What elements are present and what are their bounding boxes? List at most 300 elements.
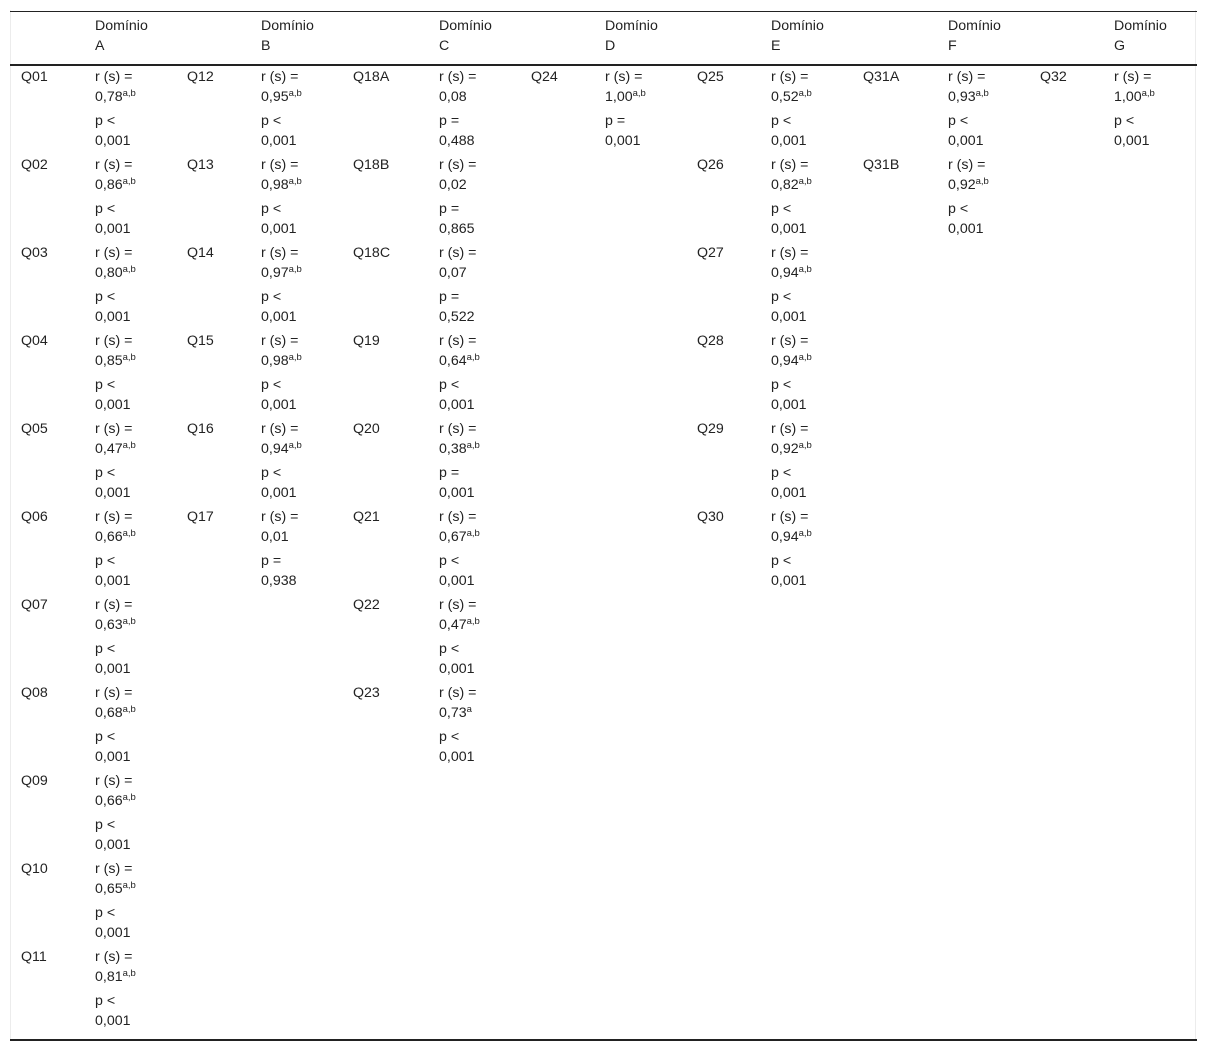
- question-id: Q09: [21, 773, 48, 789]
- p-value-number: 0,938: [261, 573, 297, 589]
- p-value-operator: p <: [95, 817, 116, 833]
- correlation-number-line: [261, 351, 302, 371]
- p-value: [439, 287, 475, 327]
- p-value-number: 0,001: [261, 133, 297, 149]
- correlation-value: [771, 419, 812, 459]
- correlation-number: 0,38: [439, 441, 467, 457]
- correlation-label: r (s) =: [95, 861, 133, 877]
- correlation-number-line: [95, 615, 136, 635]
- correlation-number: 0,92: [948, 177, 976, 193]
- significance-marker: a,b: [466, 352, 480, 363]
- p-value-number: 0,488: [439, 133, 475, 149]
- correlation-number-line: [1114, 87, 1155, 107]
- correlation-value: [605, 67, 646, 107]
- correlation-value: [261, 243, 302, 283]
- correlation-label: r (s) =: [948, 157, 986, 173]
- p-value: [95, 199, 131, 239]
- correlation-number-line: [439, 703, 476, 723]
- significance-marker: a,b: [466, 528, 480, 539]
- p-value-operator: p <: [948, 201, 969, 217]
- p-value-operator: p =: [261, 553, 282, 569]
- p-value-operator: p <: [771, 113, 792, 129]
- p-value: [95, 111, 131, 151]
- correlation-label: r (s) =: [95, 157, 133, 173]
- correlation-number: 0,80: [95, 265, 123, 281]
- p-value: [95, 639, 131, 679]
- correlation-value: [95, 419, 136, 459]
- header-line-1: Domínio: [95, 18, 148, 34]
- significance-marker: a,b: [122, 440, 136, 451]
- correlation-value: [771, 155, 812, 195]
- correlation-label: r (s) =: [439, 597, 477, 613]
- p-value-number: 0,001: [95, 397, 131, 413]
- header-line-2: B: [261, 38, 271, 54]
- significance-marker: a,b: [122, 264, 136, 275]
- p-value: [771, 551, 807, 591]
- correlation-number-line: [261, 87, 302, 107]
- p-value-number: 0,001: [771, 133, 807, 149]
- p-value-operator: p <: [95, 641, 116, 657]
- correlation-number-line: [771, 351, 812, 371]
- correlation-number: 1,00: [605, 89, 633, 105]
- header-line-1: Domínio: [261, 18, 314, 34]
- correlation-number: 0,94: [771, 265, 799, 281]
- p-value-number: 0,001: [261, 221, 297, 237]
- p-value-number: 0,001: [948, 221, 984, 237]
- correlation-label: r (s) =: [771, 245, 809, 261]
- column-header-domain-c: [439, 16, 492, 56]
- p-value-operator: p <: [261, 289, 282, 305]
- p-value-operator: p <: [95, 377, 116, 393]
- question-id: Q29: [697, 421, 724, 437]
- significance-marker: a,b: [975, 176, 989, 187]
- p-value: [439, 111, 475, 151]
- p-value-number: 0,001: [771, 221, 807, 237]
- question-id: Q27: [697, 245, 724, 261]
- correlation-number-line: [95, 527, 136, 547]
- significance-marker: a,b: [122, 704, 136, 715]
- correlation-number-line: [771, 439, 812, 459]
- correlation-label: r (s) =: [95, 509, 133, 525]
- correlation-label: r (s) =: [771, 421, 809, 437]
- question-id: Q17: [187, 509, 214, 525]
- p-value-number: 0,865: [439, 221, 475, 237]
- correlation-value: [439, 683, 476, 723]
- correlation-number: 0,65: [95, 881, 123, 897]
- question-id: Q11: [21, 949, 47, 965]
- correlation-value: [439, 331, 480, 371]
- p-value-number: 0,001: [261, 309, 297, 325]
- p-value-number: 0,001: [948, 133, 984, 149]
- p-value-operator: p =: [439, 465, 460, 481]
- p-value-operator: p <: [439, 729, 460, 745]
- p-value-number: 0,001: [95, 133, 131, 149]
- p-value-operator: p <: [95, 905, 116, 921]
- column-header-domain-g: [1114, 16, 1167, 56]
- correlation-value: [95, 683, 136, 723]
- header-line-2: E: [771, 38, 781, 54]
- question-id: Q02: [21, 157, 48, 173]
- correlation-number: 0,66: [95, 793, 123, 809]
- correlation-number: 0,94: [771, 353, 799, 369]
- correlation-label: r (s) =: [95, 773, 133, 789]
- correlation-number-line: [439, 527, 480, 547]
- correlation-number-line: [261, 263, 302, 283]
- table-header-rule: [10, 64, 1197, 66]
- question-id: Q15: [187, 333, 214, 349]
- correlation-value: [261, 419, 302, 459]
- correlation-number-line: [948, 175, 989, 195]
- correlation-value: [948, 67, 989, 107]
- question-id: Q26: [697, 157, 724, 173]
- correlation-number: 0,92: [771, 441, 799, 457]
- correlation-number: 0,94: [771, 529, 799, 545]
- p-value: [439, 375, 475, 415]
- correlation-number: 0,47: [439, 617, 467, 633]
- p-value-operator: p <: [95, 289, 116, 305]
- question-id: Q12: [187, 69, 214, 85]
- significance-marker: a,b: [122, 968, 136, 979]
- p-value-operator: p <: [771, 377, 792, 393]
- correlation-label: r (s) =: [771, 157, 809, 173]
- correlation-number-line: [771, 87, 812, 107]
- significance-marker: a,b: [288, 176, 302, 187]
- correlation-number: 0,01: [261, 529, 289, 545]
- correlation-value: [1114, 67, 1155, 107]
- correlation-value: [771, 507, 812, 547]
- p-value: [261, 199, 297, 239]
- p-value: [95, 375, 131, 415]
- p-value-number: 0,001: [1114, 133, 1150, 149]
- p-value: [1114, 111, 1150, 151]
- question-id: Q13: [187, 157, 214, 173]
- correlation-label: r (s) =: [95, 333, 133, 349]
- p-value-number: 0,001: [439, 397, 475, 413]
- significance-marker: a,b: [975, 88, 989, 99]
- correlation-number-line: [771, 263, 812, 283]
- p-value: [261, 111, 297, 151]
- significance-marker: a,b: [122, 880, 136, 891]
- correlation-label: r (s) =: [948, 69, 986, 85]
- p-value: [771, 287, 807, 327]
- question-id: Q22: [353, 597, 380, 613]
- correlation-number: 0,85: [95, 353, 123, 369]
- correlation-number: 0,07: [439, 265, 467, 281]
- header-line-1: Domínio: [1114, 18, 1167, 34]
- header-line-2: D: [605, 38, 616, 54]
- p-value: [948, 199, 984, 239]
- p-value: [771, 199, 807, 239]
- correlation-value: [771, 243, 812, 283]
- correlation-label: r (s) =: [439, 69, 477, 85]
- column-header-domain-a: [95, 16, 148, 56]
- correlation-label: r (s) =: [261, 157, 299, 173]
- correlation-number-line: [95, 263, 136, 283]
- p-value-operator: p <: [948, 113, 969, 129]
- correlation-number: 0,82: [771, 177, 799, 193]
- p-value: [95, 815, 131, 855]
- correlation-label: r (s) =: [439, 421, 477, 437]
- significance-marker: a,b: [288, 352, 302, 363]
- correlation-number-line: [95, 351, 136, 371]
- significance-marker: a: [466, 704, 472, 715]
- correlation-number-line: [95, 879, 136, 899]
- p-value-operator: p <: [771, 289, 792, 305]
- header-line-2: C: [439, 38, 450, 54]
- column-header-domain-e: [771, 16, 824, 56]
- p-value-operator: p <: [1114, 113, 1135, 129]
- p-value-operator: p <: [771, 201, 792, 217]
- p-value-number: 0,522: [439, 309, 475, 325]
- correlation-value: [439, 67, 476, 107]
- correlation-label: r (s) =: [95, 421, 133, 437]
- p-value: [439, 463, 475, 503]
- correlation-label: r (s) =: [95, 949, 133, 965]
- correlation-label: r (s) =: [439, 685, 477, 701]
- correlation-value: [948, 155, 989, 195]
- column-header-domain-f: [948, 16, 1001, 56]
- correlation-number: 0,94: [261, 441, 289, 457]
- significance-marker: a,b: [632, 88, 646, 99]
- correlation-label: r (s) =: [261, 509, 299, 525]
- p-value: [439, 639, 475, 679]
- correlation-label: r (s) =: [771, 69, 809, 85]
- significance-marker: a,b: [122, 88, 136, 99]
- correlation-value: [95, 859, 136, 899]
- correlation-value: [95, 507, 136, 547]
- correlation-number: 0,68: [95, 705, 123, 721]
- correlation-value: [95, 331, 136, 371]
- correlation-value: [439, 155, 476, 195]
- column-header-domain-d: [605, 16, 658, 56]
- correlation-number-line: [948, 87, 989, 107]
- question-id: Q18C: [353, 245, 391, 261]
- correlation-number-line: [439, 615, 480, 635]
- p-value-number: 0,001: [771, 309, 807, 325]
- correlation-label: r (s) =: [95, 685, 133, 701]
- p-value: [439, 199, 475, 239]
- correlation-value: [95, 155, 136, 195]
- p-value-number: 0,001: [261, 485, 297, 501]
- p-value-number: 0,001: [95, 925, 131, 941]
- correlation-label: r (s) =: [439, 333, 477, 349]
- correlation-value: [95, 243, 136, 283]
- correlation-number: 0,63: [95, 617, 123, 633]
- correlation-number-line: [605, 87, 646, 107]
- p-value: [605, 111, 641, 151]
- significance-marker: a,b: [288, 88, 302, 99]
- question-id: Q18B: [353, 157, 390, 173]
- header-line-2: G: [1114, 38, 1126, 54]
- correlation-value: [95, 947, 136, 987]
- p-value-operator: p <: [95, 113, 116, 129]
- correlation-label: r (s) =: [95, 597, 133, 613]
- p-value-operator: p <: [771, 553, 792, 569]
- question-id: Q07: [21, 597, 48, 613]
- significance-marker: a,b: [798, 528, 812, 539]
- correlation-number: 1,00: [1114, 89, 1142, 105]
- p-value-number: 0,001: [771, 573, 807, 589]
- correlation-number: 0,95: [261, 89, 289, 105]
- correlation-number-line: [95, 791, 136, 811]
- significance-marker: a,b: [122, 176, 136, 187]
- question-id: Q10: [21, 861, 48, 877]
- p-value-operator: p <: [261, 201, 282, 217]
- p-value-operator: p <: [95, 465, 116, 481]
- correlation-number: 0,81: [95, 969, 123, 985]
- correlation-value: [95, 67, 136, 107]
- p-value-operator: p <: [439, 641, 460, 657]
- p-value: [95, 463, 131, 503]
- correlation-number: 0,98: [261, 353, 289, 369]
- correlation-number: 0,64: [439, 353, 467, 369]
- header-line-1: Domínio: [605, 18, 658, 34]
- correlation-value: [261, 507, 298, 547]
- p-value-operator: p <: [439, 377, 460, 393]
- significance-marker: a,b: [466, 616, 480, 627]
- correlation-number: 0,86: [95, 177, 123, 193]
- significance-marker: a,b: [122, 616, 136, 627]
- header-line-1: Domínio: [771, 18, 824, 34]
- p-value-number: 0,001: [439, 485, 475, 501]
- p-value: [771, 111, 807, 151]
- correlation-number: 0,52: [771, 89, 799, 105]
- p-value-operator: p =: [439, 289, 460, 305]
- correlation-label: r (s) =: [771, 333, 809, 349]
- header-line-2: A: [95, 38, 105, 54]
- question-id: Q24: [531, 69, 558, 85]
- p-value-operator: p <: [95, 729, 116, 745]
- p-value-operator: p <: [771, 465, 792, 481]
- p-value-number: 0,001: [439, 749, 475, 765]
- correlation-label: r (s) =: [1114, 69, 1152, 85]
- significance-marker: a,b: [466, 440, 480, 451]
- question-id: Q30: [697, 509, 724, 525]
- question-id: Q25: [697, 69, 724, 85]
- table-top-rule: [10, 11, 1197, 12]
- correlation-number-line: [439, 351, 480, 371]
- correlation-number-line: [261, 439, 302, 459]
- p-value-operator: p <: [261, 377, 282, 393]
- question-id: Q31B: [863, 157, 900, 173]
- p-value-number: 0,001: [95, 661, 131, 677]
- p-value-operator: p <: [261, 113, 282, 129]
- p-value-operator: p <: [439, 553, 460, 569]
- correlation-number: 0,93: [948, 89, 976, 105]
- p-value-operator: p <: [95, 553, 116, 569]
- p-value-number: 0,001: [771, 397, 807, 413]
- question-id: Q05: [21, 421, 48, 437]
- correlation-label: r (s) =: [439, 245, 477, 261]
- question-id: Q06: [21, 509, 48, 525]
- correlation-number: 0,73: [439, 705, 467, 721]
- correlation-number: 0,78: [95, 89, 123, 105]
- p-value: [261, 375, 297, 415]
- p-value-number: 0,001: [95, 749, 131, 765]
- p-value: [261, 463, 297, 503]
- p-value-number: 0,001: [261, 397, 297, 413]
- correlation-value: [771, 67, 812, 107]
- correlation-label: r (s) =: [771, 509, 809, 525]
- correlation-number-line: [261, 175, 302, 195]
- question-id: Q32: [1040, 69, 1067, 85]
- question-id: Q14: [187, 245, 214, 261]
- correlation-value: [261, 155, 302, 195]
- p-value-operator: p <: [261, 465, 282, 481]
- significance-marker: a,b: [798, 440, 812, 451]
- significance-marker: a,b: [122, 792, 136, 803]
- correlation-number: 0,02: [439, 177, 467, 193]
- p-value: [439, 727, 475, 767]
- correlation-number: 0,97: [261, 265, 289, 281]
- correlation-label: r (s) =: [261, 245, 299, 261]
- p-value-number: 0,001: [439, 661, 475, 677]
- p-value: [95, 903, 131, 943]
- correlation-value: [261, 67, 302, 107]
- p-value: [771, 463, 807, 503]
- correlation-number-line: [95, 175, 136, 195]
- correlation-number: 0,66: [95, 529, 123, 545]
- correlation-number-line: [439, 263, 476, 283]
- p-value-number: 0,001: [95, 485, 131, 501]
- question-id: Q16: [187, 421, 214, 437]
- p-value: [261, 551, 297, 591]
- correlation-number-line: [439, 439, 480, 459]
- p-value-number: 0,001: [771, 485, 807, 501]
- correlation-number-line: [439, 87, 476, 107]
- header-line-2: F: [948, 38, 957, 54]
- question-id: Q31A: [863, 69, 900, 85]
- question-id: Q01: [21, 69, 48, 85]
- p-value-operator: p <: [95, 201, 116, 217]
- p-value: [95, 991, 131, 1031]
- p-value-operator: p =: [605, 113, 626, 129]
- correlation-number: 0,08: [439, 89, 467, 105]
- header-line-1: Domínio: [439, 18, 492, 34]
- p-value-number: 0,001: [95, 837, 131, 853]
- question-id: Q19: [353, 333, 380, 349]
- correlation-value: [261, 331, 302, 371]
- correlation-number-line: [261, 527, 298, 547]
- significance-marker: a,b: [798, 176, 812, 187]
- correlation-label: r (s) =: [261, 69, 299, 85]
- correlation-number-line: [95, 703, 136, 723]
- question-id: Q28: [697, 333, 724, 349]
- question-id: Q08: [21, 685, 48, 701]
- significance-marker: a,b: [798, 88, 812, 99]
- question-id: Q20: [353, 421, 380, 437]
- correlation-number: 0,98: [261, 177, 289, 193]
- p-value: [95, 287, 131, 327]
- column-header-domain-b: [261, 16, 314, 56]
- correlation-label: r (s) =: [261, 421, 299, 437]
- correlation-number: 0,47: [95, 441, 123, 457]
- p-value-operator: p =: [439, 113, 460, 129]
- correlation-number-line: [771, 175, 812, 195]
- significance-marker: a,b: [288, 264, 302, 275]
- question-id: Q18A: [353, 69, 390, 85]
- correlation-value: [95, 595, 136, 635]
- correlation-value: [439, 243, 476, 283]
- p-value-number: 0,001: [95, 573, 131, 589]
- significance-marker: a,b: [288, 440, 302, 451]
- correlation-number-line: [95, 439, 136, 459]
- correlation-value: [771, 331, 812, 371]
- correlation-label: r (s) =: [439, 509, 477, 525]
- significance-marker: a,b: [1141, 88, 1155, 99]
- correlation-value: [439, 419, 480, 459]
- p-value: [95, 551, 131, 591]
